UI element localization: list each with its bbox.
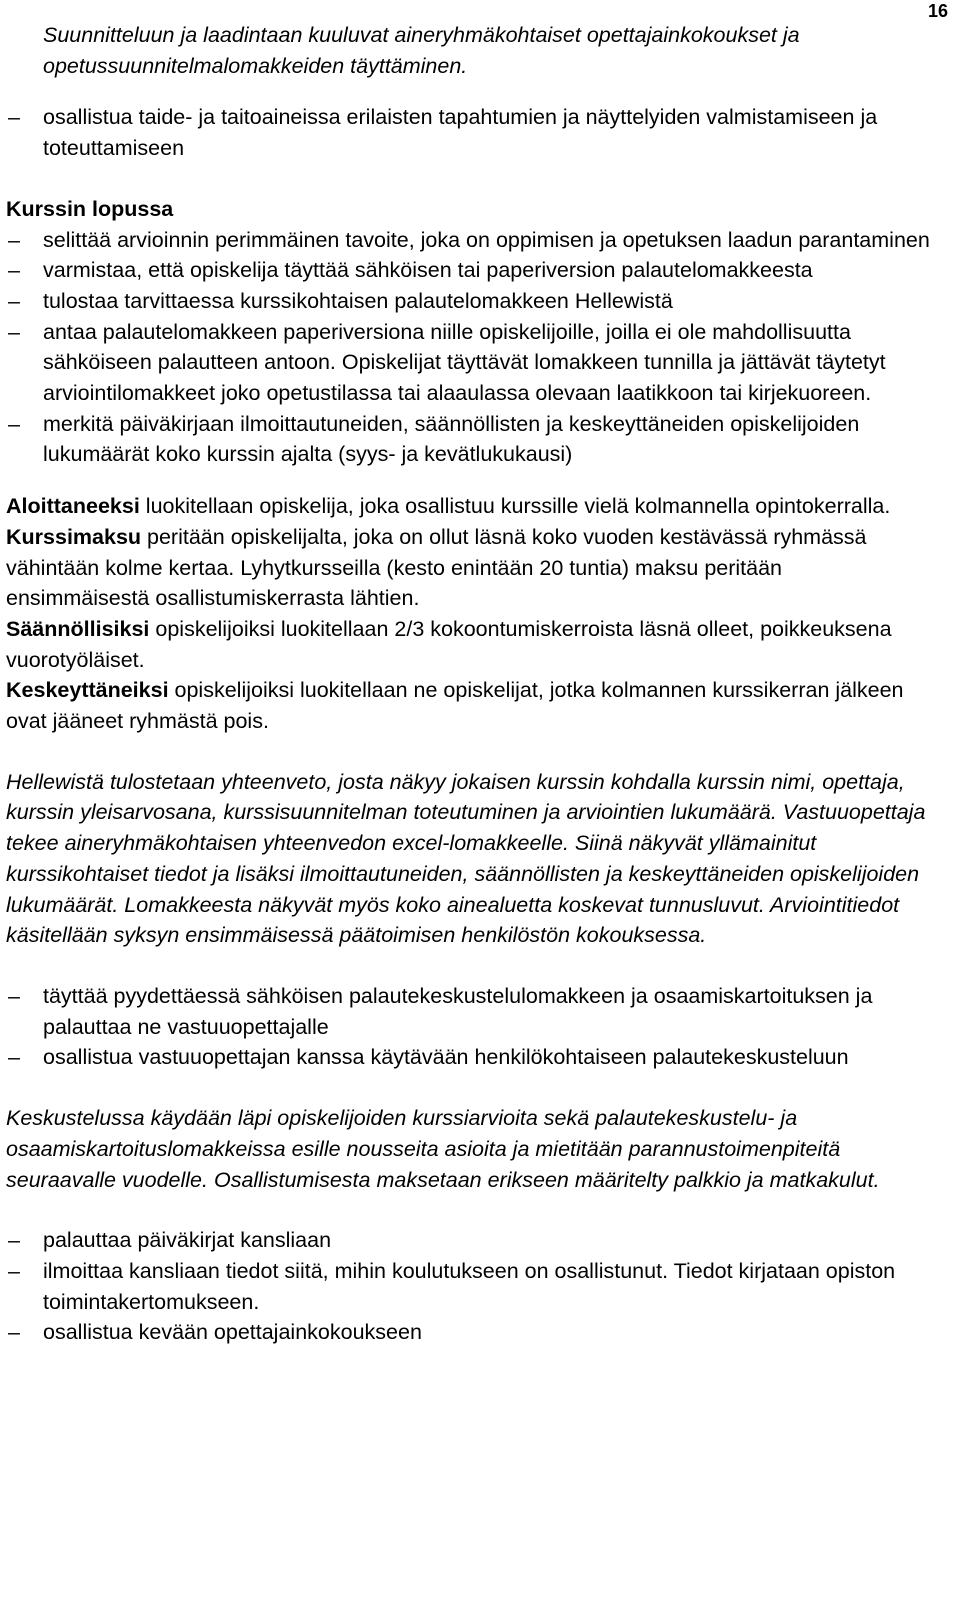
dash-bullet: – xyxy=(8,1320,20,1345)
list-item-text: ilmoittaa kansliaan tiedot siitä, mihin koulutukseen on osallistunut. Tiedot kirjataan opiston toimintakertomukseen. xyxy=(43,1258,896,1314)
list-item xyxy=(6,255,930,286)
list-item xyxy=(6,1042,930,1073)
definition-aloittaneeksi xyxy=(6,491,930,522)
list-item xyxy=(6,1256,930,1317)
list-item-text: varmistaa, että opiskelija täyttää sähköisen tai paperiversion palautelomakkeesta xyxy=(43,258,813,283)
definition-keskeyttaneiksi xyxy=(6,675,930,736)
dash-bullet: – xyxy=(8,1045,20,1070)
page-number: 16 xyxy=(927,1,948,21)
definition-text: opiskelijoiksi luokitellaan ne opiskelijat, jotka kolmannen kurssikerran jälkeen ovat jääneet ryhmästä pois. xyxy=(6,678,904,734)
document-body xyxy=(6,20,930,1348)
list-item-text: palauttaa päiväkirjat kansliaan xyxy=(43,1228,332,1253)
intro-paragraph: Suunnitteluun ja laadintaan kuuluvat aineryhmäkohtaiset opettajainkokoukset ja opetussuunnitelmalomakkeiden täyttäminen. xyxy=(43,23,800,78)
dash-bullet: – xyxy=(8,319,20,344)
definition-term: Kurssimaksu xyxy=(6,524,142,549)
definition-term: Säännöllisiksi xyxy=(6,616,150,641)
list-item xyxy=(6,317,930,409)
definition-text: peritään opiskelijalta, joka on ollut läsnä koko vuoden kestävässä ryhmässä vähintään kolme kertaa. Lyhytkursseilla (kesto enintään 20 tuntia) maksu peritään ensimmäisestä osallistumiskerrasta lähtien. xyxy=(6,524,867,611)
list-item xyxy=(6,286,930,317)
dash-bullet: – xyxy=(8,1258,20,1283)
definition-kurssimaksu xyxy=(6,522,930,614)
keskustelu-paragraph: Keskustelussa käydään läpi opiskelijoiden kurssiarvioita sekä palautekeskustelu- ja osaamiskartoituslomakkeissa esille nousseita asioita ja mietitään parannustoimenpiteitä seuraavalle vuodelle. Osallistumisesta maksetaan erikseen määritelty palkkio ja matkakulut. xyxy=(6,1106,880,1192)
list-item-text: osallistua taide- ja taitoaineissa erilaisten tapahtumien ja näyttelyiden valmistamiseen ja toteuttamiseen xyxy=(43,105,878,161)
dash-bullet: – xyxy=(8,105,20,130)
definition-saannollisiksi xyxy=(6,614,930,675)
dash-bullet: – xyxy=(8,411,20,436)
definition-text: luokitellaan opiskelija, joka osallistuu kurssille vielä kolmannella opintokerralla. xyxy=(139,494,891,519)
section-heading: Kurssin lopussa xyxy=(6,196,174,221)
definition-term: Keskeyttäneiksi xyxy=(6,678,169,703)
dash-bullet: – xyxy=(8,983,20,1008)
definition-term: Aloittaneeksi xyxy=(6,494,140,519)
dash-bullet: – xyxy=(8,288,20,313)
dash-bullet: – xyxy=(8,227,20,252)
list-item xyxy=(6,981,930,1042)
list-item-text: osallistua vastuuopettajan kanssa käytävään henkilökohtaiseen palautekeskusteluun xyxy=(43,1045,849,1070)
list-item-text: merkitä päiväkirjaan ilmoittautuneiden, säännöllisten ja keskeyttäneiden opiskelijoiden lukumäärät koko kurssin ajalta (syys- ja kevätlukukausi) xyxy=(43,411,860,467)
list-item-text: täyttää pyydettäessä sähköisen palautekeskustelulomakkeen ja osaamiskartoituksen ja palauttaa ne vastuuopettajalle xyxy=(43,983,873,1039)
list-item-text: antaa palautelomakkeen paperiversiona niille opiskelijoille, joilla ei ole mahdollisuutta sähköiseen palautteen antoon. Opiskelijat täyttävät lomakkeen tunnilla ja jättävät täytetyt arviointilomakkeet joko opetustilassa tai alaaulassa olevaan laatikkoon tai kirjekuoreen. xyxy=(43,319,886,406)
list-item xyxy=(6,102,930,163)
list-item xyxy=(6,1317,930,1348)
list-item xyxy=(6,225,930,256)
list-item xyxy=(6,409,930,470)
dash-bullet: – xyxy=(8,1228,20,1253)
hellewi-paragraph: Hellewistä tulostetaan yhteenveto, josta näkyy jokaisen kurssin kohdalla kurssin nimi, opettaja, kurssin yleisarvosana, kurssisuunnitelman toteutuminen ja arviointien lukumäärä. Vastuuopettaja tekee aineryhmäkohtaisen yhteenvedon excel-lomakkeelle. Siinä näkyvät yllämainitut kurssikohtaiset tiedot ja lisäksi ilmoittautuneiden, säännöllisten ja keskeyttäneiden opiskelijoiden lukumäärät. Lomakkeesta näkyvät myös koko ainealuetta koskevat tunnusluvut. Arviointitiedot käsitellään syksyn ensimmäisessä päätoimisen henkilöstön kokouksessa. xyxy=(6,769,926,948)
list-item-text: selittää arvioinnin perimmäinen tavoite, joka on oppimisen ja opetuksen laadun parantaminen xyxy=(43,227,930,252)
list-item-text: tulostaa tarvittaessa kurssikohtaisen palautelomakkeen Hellewistä xyxy=(43,288,673,313)
list-item-text: osallistua kevään opettajainkokoukseen xyxy=(43,1320,422,1345)
list-item xyxy=(6,1225,930,1256)
definition-text: opiskelijoiksi luokitellaan 2/3 kokoontumiskerroista läsnä olleet, poikkeuksena vuorotyöläiset. xyxy=(6,616,892,672)
dash-bullet: – xyxy=(8,258,20,283)
